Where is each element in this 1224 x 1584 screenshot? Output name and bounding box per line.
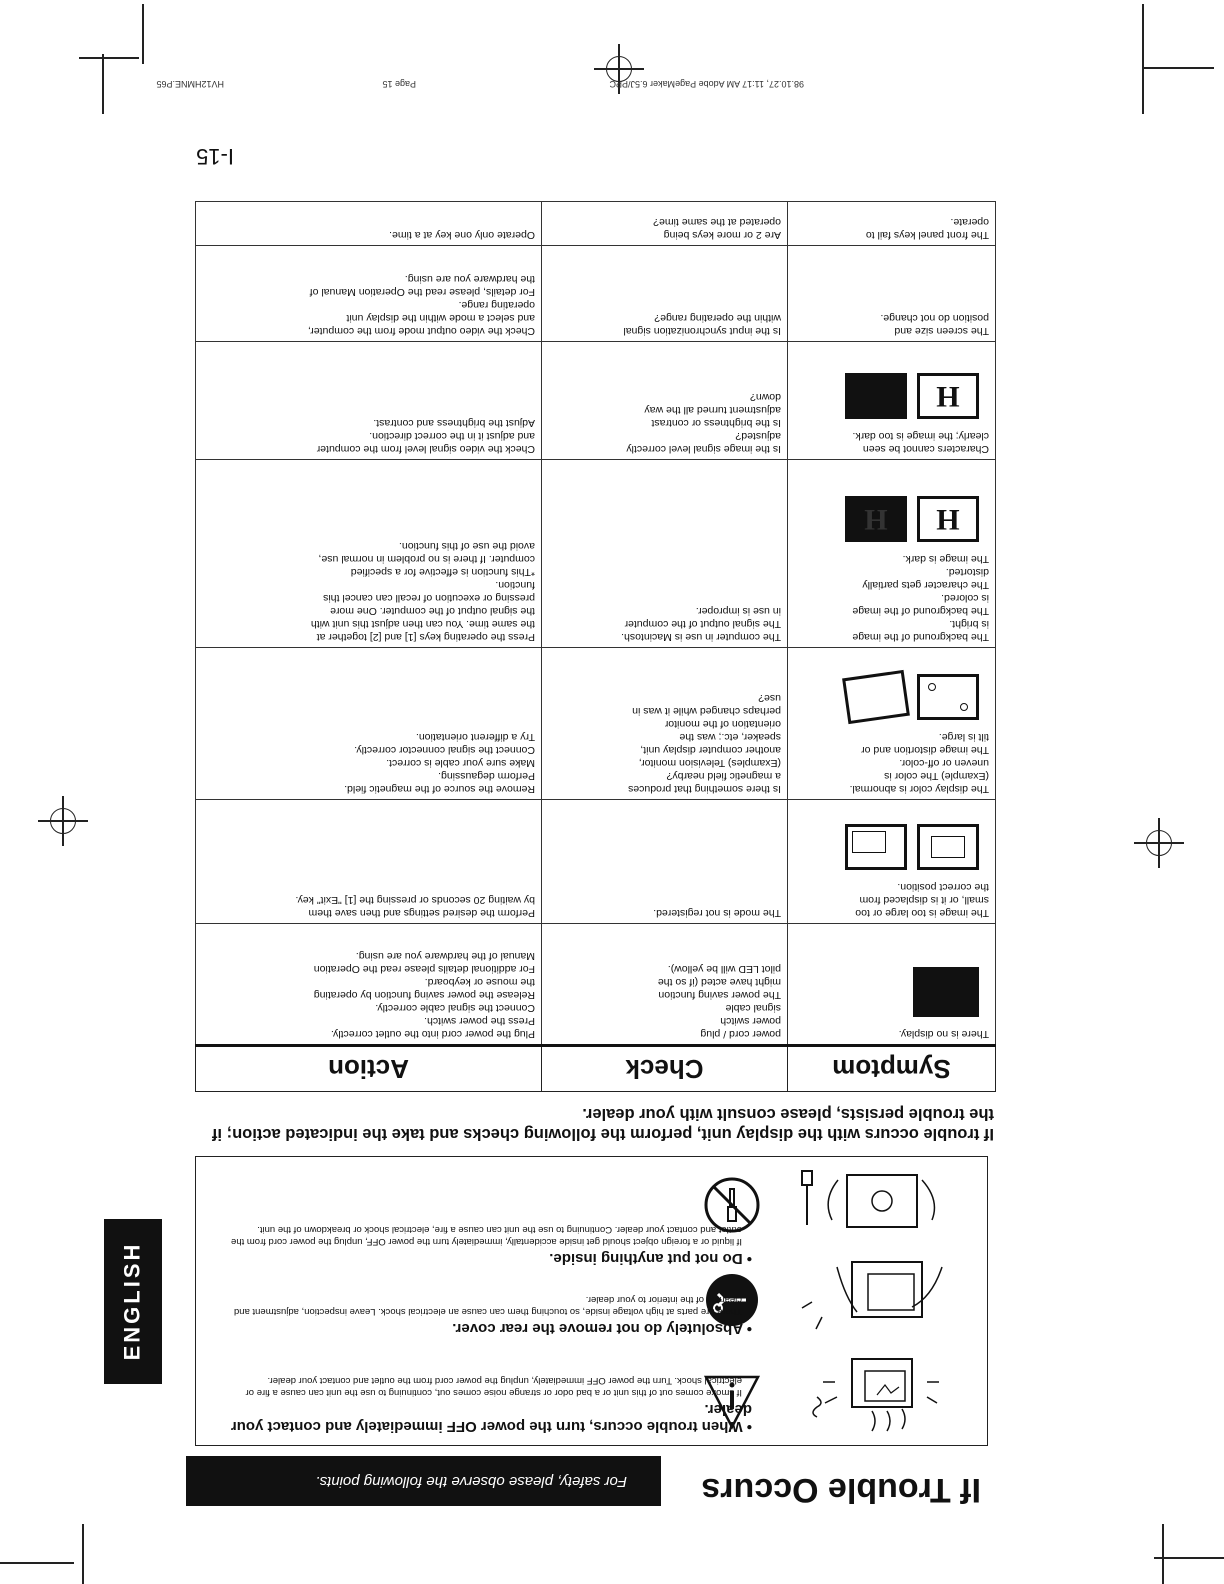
symptom-cell [788, 460, 996, 648]
safety-item-power-off [212, 1374, 752, 1435]
check-cell [542, 342, 788, 460]
cell-line: small, or it is displaced from [859, 894, 989, 906]
symptom-cell [788, 342, 996, 460]
action-cell [196, 800, 542, 924]
cell-line: The display color is abnormal. [849, 783, 989, 795]
action-cell [196, 460, 542, 648]
cell-line: There is no display. [898, 1028, 989, 1040]
shrunk-image-icon [917, 824, 979, 870]
cell-line: Check the video signal level from the computer [316, 443, 535, 455]
registration-mark-icon [1140, 824, 1178, 862]
cell-line: Connect the signal connector correctly. [354, 744, 535, 756]
cell-line: within the operating range? [654, 312, 781, 324]
action-cell [196, 924, 542, 1046]
cell-line: another computer display unit, [640, 744, 781, 756]
action-cell [196, 342, 542, 460]
page-title: If Trouble Occurs [701, 1471, 981, 1509]
cell-line: Check the video output mode from the computer, [307, 325, 535, 337]
safety-heading: • Absolutely do not remove the rear cover. [452, 1320, 752, 1337]
cell-line: function. [495, 579, 535, 591]
intro-text: If trouble occurs with the display unit, perform the following checks and take the indicated action; if the trouble persists, please consult with your dealer. [211, 1105, 994, 1143]
cell-line: clearly; the image is too dark. [852, 430, 989, 442]
cell-line: the same time. You can then adjust this unit with [310, 618, 535, 630]
table-row [196, 648, 996, 800]
page-number: I-15 [196, 144, 234, 169]
safety-heading: • Do not put anything inside. [549, 1250, 752, 1267]
table-row [196, 800, 996, 924]
safety-text: There are parts at high voltage inside, so touching them can cause an electrical shock. Leave inspection, adjustment and cleaning of the interior to your dealer. [233, 1294, 742, 1317]
cell-line: *This function is effective for a specified [350, 566, 535, 578]
cell-line: The background of the image [852, 605, 989, 617]
cell-line: The screen size and [894, 325, 989, 337]
safety-box [195, 1156, 988, 1446]
cell-line: For additional details please read the Operation [313, 963, 535, 975]
cell-line: by waiting 20 seconds or pressing the [1] "Exit" key. [295, 894, 535, 906]
cell-line: (Example) The color is [884, 770, 989, 782]
cell-line: The mode is not registered. [653, 907, 781, 919]
safety-text: If smoke comes out of this unit or a bad odor or strange noise comes out, continuing to use the unit can cause a fire or electrical shock. Turn the power OFF immediately, unplug the power cord from the outlet and contact your dealer. [245, 1375, 742, 1398]
cell-line: is colored. [941, 592, 989, 604]
cell-line: Perform degaussing. [438, 770, 535, 782]
smoking-monitor-icon [777, 1337, 957, 1437]
dark-screen-icon [845, 373, 907, 419]
cell-line: and select a mode within the display unit [346, 312, 535, 324]
cell-line: (Examples) Television monitor, [638, 757, 781, 769]
check-cell [542, 800, 788, 924]
table-row [196, 460, 996, 648]
offset-image-icon [845, 824, 907, 870]
crop-mark [79, 58, 139, 60]
cell-line: The power saving function [658, 989, 781, 1001]
cell-line: Is the brightness or contrast [651, 417, 781, 429]
cell-line: perhaps changed while it was in [632, 705, 781, 717]
symptom-cell [788, 800, 996, 924]
cell-line: Release the power saving function by operating [313, 989, 535, 1001]
cell-line: The background of the image [852, 631, 989, 643]
cell-line: distorted. [945, 566, 989, 578]
cell-line: Is there something that produces [628, 783, 781, 795]
check-cell [542, 924, 788, 1046]
cell-line: is bright. [949, 618, 989, 630]
cell-line: power cord / plug [700, 1028, 781, 1040]
slug-file: HV12HMNE.P65 [156, 79, 224, 89]
language-tab-label: ENGLISH [119, 1242, 145, 1361]
cell-line: uneven or off-color. [899, 757, 989, 769]
symptom-cell [788, 202, 996, 246]
cell-line: Operate only one key at a time. [389, 229, 535, 241]
cell-line: Remove the source of the magnetic field. [344, 783, 535, 795]
symptom-header: Symptom [788, 1046, 996, 1092]
cell-line: might have acted (if so the [657, 976, 781, 988]
blank-screen-icon [913, 967, 979, 1017]
cell-line: Plug the power cord into the outlet correctly. [330, 1028, 535, 1040]
symptom-cell [788, 924, 996, 1046]
safety-item-rear-cover [212, 1293, 752, 1337]
cell-line: Manual of the hardware you are using. [355, 950, 535, 962]
monitor-disassembly-icon [792, 1247, 962, 1337]
cell-line: Are 2 or more keys being [663, 229, 781, 241]
cell-line: tilt is large. [938, 731, 989, 743]
crop-mark [143, 4, 145, 64]
cell-line: Characters cannot be seen [862, 443, 989, 455]
cell-line: pilot LED will be yellow). [667, 963, 781, 975]
action-cell [196, 246, 542, 342]
slug-timestamp: 98.10.27, 11:17 AM Adobe PageMaker 6.5J/PPC [609, 79, 804, 89]
cell-line: Adjust the brightness and contrast. [373, 417, 535, 429]
cell-line: The computer in use is Macintosh. [621, 631, 781, 643]
cell-line: signal cable [725, 1002, 781, 1014]
cell-line: Try a different orientation. [415, 731, 535, 743]
cell-line: the hardware you are using. [404, 273, 535, 285]
cell-line: down? [750, 391, 781, 403]
cell-line: the signal output of the computer. One more [330, 605, 535, 617]
cell-line: adjusted? [735, 430, 781, 442]
check-header: Check [542, 1046, 788, 1092]
table-header-row [196, 1046, 996, 1092]
cell-line: The image is dark. [902, 553, 989, 565]
cell-line: Perform the desired settings and then save them [308, 907, 535, 919]
cell-line: operated at the same time? [653, 216, 781, 228]
cell-line: Make sure your cable is correct. [386, 757, 535, 769]
cell-line: operating range. [458, 299, 535, 311]
crop-mark [103, 54, 105, 114]
cell-line: The signal output of the computer [624, 618, 781, 630]
language-tab [104, 1219, 162, 1384]
cell-line: For details, please read the Operation Manual of [309, 286, 535, 298]
cell-line: in use is improper. [695, 605, 781, 617]
check-cell [542, 246, 788, 342]
cell-line: a magnetic field nearby? [666, 770, 781, 782]
crop-mark [1163, 1524, 1165, 1584]
table-row [196, 342, 996, 460]
table-row [196, 202, 996, 246]
troubleshooting-table [195, 201, 996, 1092]
cell-line: speaker, etc.; was the [679, 731, 781, 743]
tilted-image-icon [842, 670, 910, 724]
color-blotch-icon [917, 674, 979, 720]
crop-mark [0, 1563, 74, 1565]
dark-h-pattern-icon: H [845, 496, 907, 542]
symptom-cell [788, 648, 996, 800]
cell-line: Press the power switch. [424, 1015, 535, 1027]
table-row [196, 246, 996, 342]
safety-item-nothing-inside [212, 1223, 752, 1267]
cell-line: Is the input synchronization signal [623, 325, 781, 337]
crop-mark [83, 1524, 85, 1584]
cell-line: computer. If there is no problem in normal use, [318, 553, 535, 565]
cell-line: power switch [720, 1015, 781, 1027]
safety-text: If liquid or a foreign object should get inside accidentally, immediately turn the power OFF, unplug the power cord from the outlet and contact your dealer. Continuing to use the unit can cause a fire, electrical shock or breakdown of the unit. [231, 1224, 742, 1247]
cell-line: and adjust it in the correct direction. [369, 430, 535, 442]
cell-line: adjustment turned all the way [644, 404, 781, 416]
symptom-cell [788, 246, 996, 342]
cell-line: avoid the use of this function. [398, 540, 535, 552]
safety-heading: • When trouble occurs, turn the power OFF immediately and contact your dealer. [230, 1401, 752, 1435]
cell-line: operate. [950, 216, 989, 228]
crop-mark [1143, 4, 1145, 114]
registration-mark-icon [44, 802, 82, 840]
cell-line: The image distortion and or [861, 744, 989, 756]
check-cell [542, 202, 788, 246]
cell-line: The character gets partially [862, 579, 989, 591]
crop-mark [1154, 1558, 1224, 1560]
cell-line: position do not change. [880, 312, 989, 324]
cell-line: orientation of the monitor [664, 718, 781, 730]
h-pattern-icon: H [917, 496, 979, 542]
cell-line: the correct position. [897, 881, 989, 893]
check-cell [542, 648, 788, 800]
crop-mark [1144, 68, 1214, 70]
page-subtitle: For safety, please observe the following points. [186, 1456, 661, 1506]
cell-line: The image is too large or too [855, 907, 989, 919]
cell-line: Connect the signal cable correctly. [375, 1002, 535, 1014]
action-header: Action [196, 1046, 542, 1092]
cell-line: use? [758, 692, 781, 704]
check-cell [542, 460, 788, 648]
cell-line: the mouse or keyboard. [424, 976, 535, 988]
cell-line: Press the operating keys [1] and [2] together at [316, 631, 535, 643]
screwdriver-monitor-icon [777, 1160, 967, 1245]
slug-page: Page 15 [382, 79, 416, 89]
table-row [196, 924, 996, 1046]
h-pattern-icon: H [917, 373, 979, 419]
action-cell [196, 202, 542, 246]
cell-line: The front panel keys fail to [865, 229, 989, 241]
cell-line: pressing or execution of recall can cancel this [323, 592, 535, 604]
action-cell [196, 648, 542, 800]
cell-line: Is the image signal level correctly [626, 443, 781, 455]
